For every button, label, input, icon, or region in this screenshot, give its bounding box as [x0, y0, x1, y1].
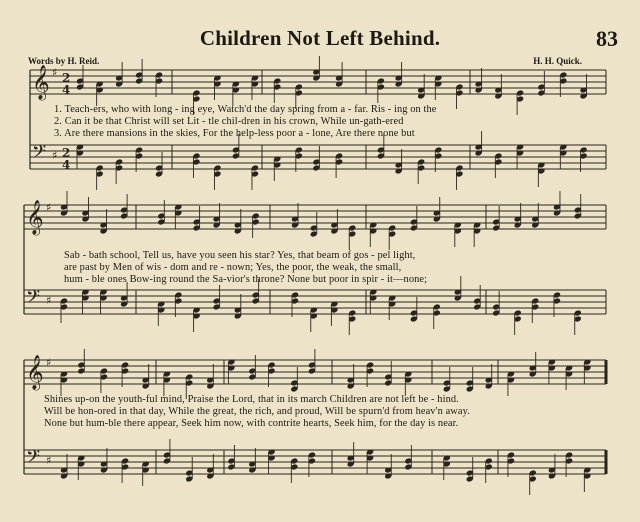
- hymn-title: Children Not Left Behind.: [199, 26, 441, 50]
- page-number: 83: [596, 26, 618, 51]
- treble-clef: 𝄞: [32, 65, 50, 100]
- music-credit: H. H. Quick.: [533, 56, 582, 66]
- time-signature-top: 2: [62, 146, 71, 160]
- treble-clef: 𝄞: [26, 200, 44, 235]
- lyric-line-s1-v1: 1. Teach-ers, who with long - ing eye, Watch'd the day spring from a - far. Ris - ing on the: [54, 104, 437, 115]
- treble-clef: 𝄞: [26, 355, 44, 390]
- lyric-line-s2-v2: are past by Men of wis - dom and re - nown; Yes, the poor, the weak, the small,: [64, 262, 402, 273]
- bass-clef: 𝄢: [26, 447, 41, 472]
- lyric-line-s3-v3: None but hum-ble there appear, Seek him now, with contrite hearts, Seek him, for the day is near.: [44, 418, 459, 429]
- sharp-key-signature: ♯: [52, 149, 58, 162]
- lyric-line-s1-v2: 2. Can it be that Christ will set Lit - tle chil-dren in his crown, While un-gath-ered: [54, 116, 404, 127]
- sharp-key-signature: ♯: [46, 294, 52, 307]
- words-credit: Words by H. Reid.: [28, 56, 100, 66]
- sharp-key-signature: ♯: [46, 201, 52, 214]
- time-signature-bottom: 4: [62, 83, 71, 97]
- sharp-key-signature: ♯: [46, 454, 52, 467]
- sharp-key-signature: ♯: [46, 356, 52, 369]
- time-signature-bottom: 4: [62, 158, 71, 172]
- lyric-line-s3-v1: Shines up-on the youth-ful mind, Praise the Lord, that in its march Children are not left be - hind.: [44, 394, 459, 405]
- bass-clef: 𝄢: [32, 142, 47, 167]
- time-signature-top: 2: [62, 71, 71, 85]
- lyric-line-s2-v1: Sab - bath school, Tell us, have you seen his star? Yes, that beam of gos - pel light,: [64, 250, 416, 261]
- sharp-key-signature: ♯: [52, 66, 58, 79]
- lyric-line-s1-v3: 3. Are there mansions in the skies, For the help-less poor a - lone, Are there none but: [54, 128, 415, 139]
- bass-clef: 𝄢: [26, 287, 41, 312]
- lyric-line-s2-v3: hum - ble ones Bow-ing round the Sa-vior's throne? None but poor in spir - it—none;: [64, 274, 428, 285]
- lyric-line-s3-v2: Will be hon-ored in that day, While the great, the rich, and proud, Will be spurn'd from heav'n away.: [44, 406, 470, 417]
